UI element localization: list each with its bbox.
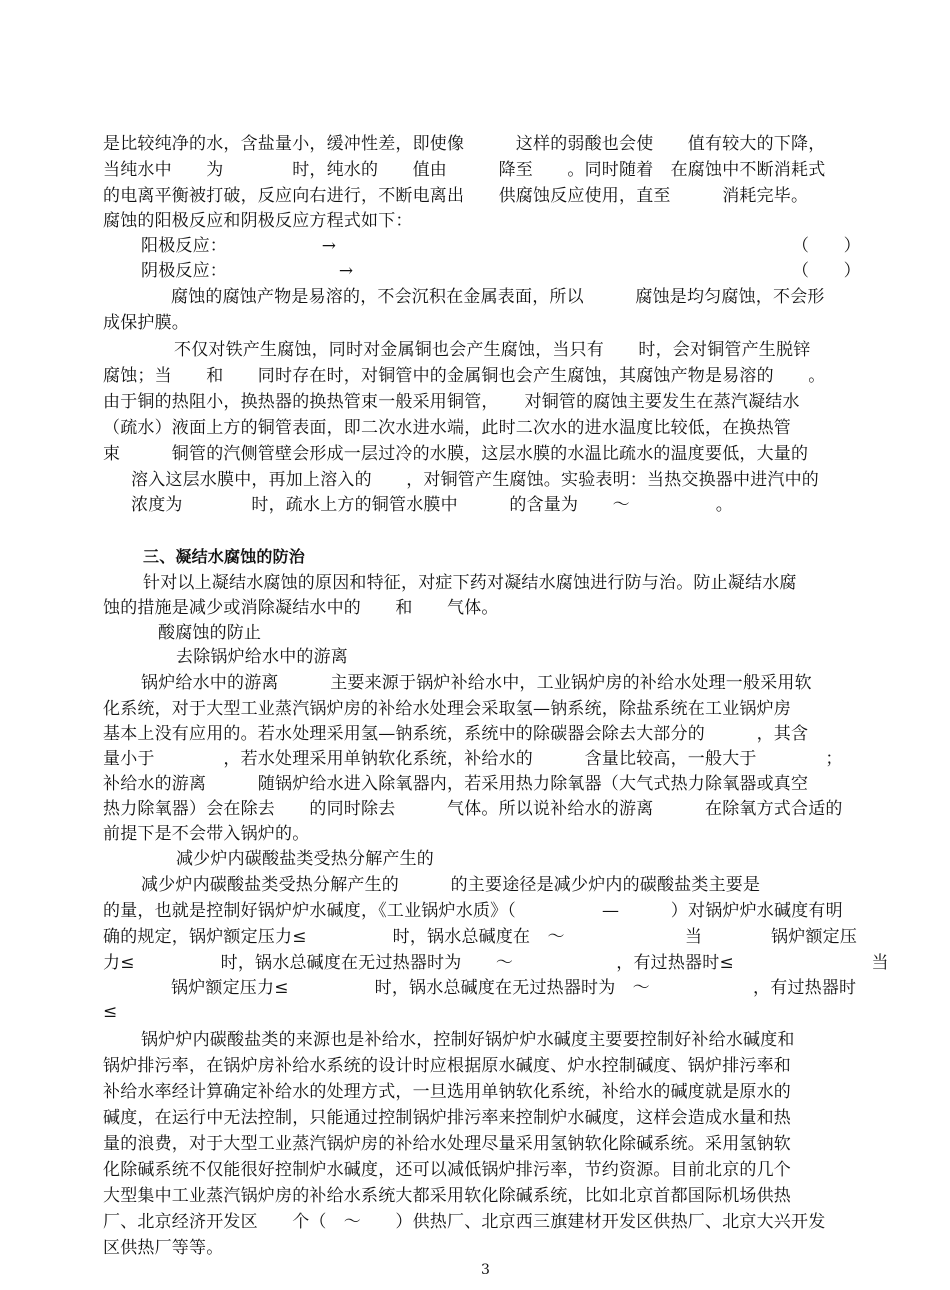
text-line: 腐蚀的阳极反应和阴极反应方程式如下： bbox=[103, 211, 413, 231]
text-line: 的电离平衡被打破，反应向右进行，不断电离出 供腐蚀反应使用，直至 消耗完毕。 bbox=[103, 186, 809, 206]
section-heading: 三、凝结水腐蚀的防治 bbox=[143, 547, 306, 566]
text-line: 锅炉排污率，在锅炉房补给水系统的设计时应根据原水碱度、炉水控制碱度、锅炉排污率和 bbox=[103, 1056, 791, 1076]
text-line: 腐蚀；当 和 同时存在时，对铜管中的金属铜也会产生腐蚀，其腐蚀产物是易溶的 。 bbox=[103, 366, 826, 386]
text-line: 的量，也就是控制好锅炉炉水碱度，《工业锅炉水质》（ — ）对锅炉炉水碱度有明 bbox=[103, 901, 843, 921]
subheading: 去除锅炉给水中的游离 bbox=[176, 647, 348, 667]
text-line: 成保护膜。 bbox=[103, 313, 189, 333]
text-line: 束 铜管的汽侧管壁会形成一层过冷的水膜，这层水膜的水温比疏水的温度要低，大量的 bbox=[103, 444, 809, 464]
text-line: 浓度为 时，疏水上方的铜管水膜中 的含量为 ～ 。 bbox=[131, 495, 733, 515]
text-line: （疏水）液面上方的铜管表面，即二次水进水端，此时二次水的进水温度比较低，在换热管 bbox=[103, 418, 791, 438]
text-line: 锅炉给水中的游离 主要来源于锅炉补给水中，工业锅炉房的补给水处理一般采用软 bbox=[141, 673, 812, 693]
text-line: ≤ bbox=[103, 1002, 118, 1022]
text-line: 补给水的游离 随锅炉给水进入除氧器内，若采用热力除氧器（大气式热力除氧器或真空 bbox=[103, 774, 809, 794]
text-line: 针对以上凝结水腐蚀的原因和特征，对症下药对凝结水腐蚀进行防与治。防止凝结水腐 bbox=[143, 573, 797, 593]
text-line: 热力除氧器）会在除去 的同时除去 气体。所以说补给水的游离 在除氧方式合适的 bbox=[103, 799, 843, 819]
text-line: 碱度，在运行中无法控制，只能通过控制锅炉排污率来控制炉水碱度，这样会造成水量和热 bbox=[103, 1108, 791, 1128]
page-number: 3 bbox=[481, 1262, 490, 1278]
text-line: 阴极反应： → （ ） bbox=[141, 261, 861, 281]
text-line: 化系统，对于大型工业蒸汽锅炉房的补给水处理会采取氢—钠系统，除盐系统在工业锅炉房 bbox=[103, 699, 791, 719]
text-line: 由于铜的热阻小，换热器的换热管束一般采用铜管， 对铜管的腐蚀主要发生在蒸汽凝结水 bbox=[103, 392, 800, 412]
text-line: 锅炉炉内碳酸盐类的来源也是补给水，控制好锅炉炉水碱度主要要控制好补给水碱度和 bbox=[141, 1030, 795, 1050]
text-line: 化除碱系统不仅能很好控制炉水碱度，还可以减低锅炉排污率，节约资源。目前北京的几个 bbox=[103, 1160, 791, 1180]
text-line: 前提下是不会带入锅炉的。 bbox=[103, 824, 310, 844]
text-line: 腐蚀的腐蚀产物是易溶的，不会沉积在金属表面，所以 腐蚀是均匀腐蚀，不会形 bbox=[171, 287, 825, 307]
text-line: 溶入这层水膜中，再加上溶入的 ，对铜管产生腐蚀。实验表明：当热交换器中进汽中的 bbox=[131, 470, 819, 490]
text-line: 不仅对铁产生腐蚀，同时对金属铜也会产生腐蚀，当只有 时，会对铜管产生脱锌 bbox=[174, 340, 811, 360]
subheading: 减少炉内碳酸盐类受热分解产生的 bbox=[176, 849, 434, 869]
text-line: 区供热厂等等。 bbox=[103, 1238, 224, 1258]
text-line: 量的浪费，对于大型工业蒸汽锅炉房的补给水处理尽量采用氢钠软化除碱系统。采用氢钠软 bbox=[103, 1134, 791, 1154]
text-line: 锅炉额定压力≤ 时，锅水总碱度在无过热器时为 ～ ，有过热器时 bbox=[171, 978, 857, 998]
text-line: 基本上没有应用的。若水处理采用氢—钠系统，系统中的除碳器会除去大部分的 ，其含 bbox=[103, 724, 809, 744]
text-line: 补给水率经计算确定补给水的处理方式，一旦选用单钠软化系统，补给水的碱度就是原水的 bbox=[103, 1082, 791, 1102]
text-line: 当纯水中 为 时，纯水的 值由 降至 。同时随着 在腐蚀中不断消耗式 bbox=[103, 160, 826, 180]
text-line: 蚀的措施是减少或消除凝结水中的 和 气体。 bbox=[103, 598, 499, 618]
text-line: 厂、北京经济开发区 个（ ～ ）供热厂、北京西三旗建材开发区供热厂、北京大兴开发 bbox=[103, 1212, 826, 1232]
text-line: 减少炉内碳酸盐类受热分解产生的 的主要途径是减少炉内的碳酸盐类主要是 bbox=[141, 875, 761, 895]
text-line: 力≤ 时，锅水总碱度在无过热器时为 ～ ，有过热器时≤ 当 bbox=[103, 953, 889, 973]
text-line: 是比较纯净的水，含盐量小，缓冲性差，即使像 这样的弱酸也会使 值有较大的下降， bbox=[103, 134, 826, 154]
text-line: 大型集中工业蒸汽锅炉房的补给水系统大都采用软化除碱系统，比如北京首都国际机场供热 bbox=[103, 1186, 791, 1206]
text-line: 阳极反应： → （ ） bbox=[141, 236, 861, 256]
subheading: 酸腐蚀的防止 bbox=[158, 623, 262, 643]
text-line: 量小于 ，若水处理采用单钠软化系统，补给水的 含量比较高，一般大于 ； bbox=[103, 749, 843, 769]
text-line: 确的规定，锅炉额定压力≤ 时，锅水总碱度在 ～ 当 锅炉额定压 bbox=[103, 927, 858, 947]
